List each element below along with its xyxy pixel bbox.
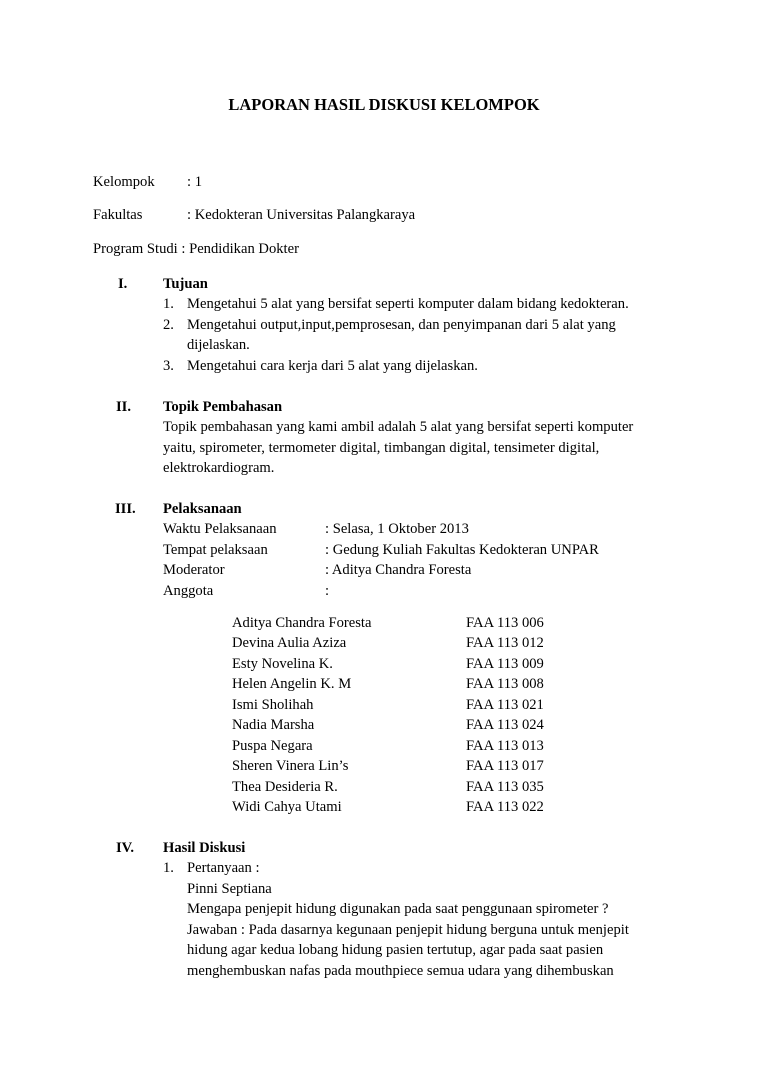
paragraph-line: menghembuskan nafas pada mouthpiece semua udara yang dihembuskan [187,963,614,979]
section-3-heading: Pelaksanaan [163,501,242,517]
info-value-fakultas: : Kedokteran Universitas Palangkaraya [187,207,416,223]
member-name: Esty Novelina K. [232,656,333,672]
detail-value: : Aditya Chandra Foresta [325,562,472,578]
detail-value: : [325,583,330,599]
section-2-numeral: II. [116,399,132,415]
member-name: Puspa Negara [232,738,313,754]
detail-label: Anggota [163,583,214,599]
detail-label: Tempat pelaksaan [163,542,268,558]
detail-value: : Gedung Kuliah Fakultas Kedokteran UNPAR [325,542,599,558]
section-2-heading: Topik Pembahasan [163,399,283,415]
paragraph-line: Mengapa penjepit hidung digunakan pada saat penggunaan spirometer ? [187,901,609,917]
detail-value: : Selasa, 1 Oktober 2013 [325,521,469,537]
list-item-text: Mengetahui output,input,pemprosesan, dan penyimpanan dari 5 alat yang [187,317,616,333]
paragraph-line: yaitu, spirometer, termometer digital, timbangan digital, tensimeter digital, [163,440,600,456]
section-4-heading: Hasil Diskusi [163,840,246,856]
member-id: FAA 113 021 [466,697,544,713]
member-name: Thea Desideria R. [232,779,338,795]
detail-label: Moderator [163,562,225,578]
member-id: FAA 113 008 [466,676,544,692]
question-label: Pertanyaan : [187,860,260,876]
section-4-numeral: IV. [116,840,134,856]
paragraph-line: hidung agar kedua lobang hidung pasien tertutup, agar pada saat pasien [187,942,604,958]
document-title: LAPORAN HASIL DISKUSI KELOMPOK [228,95,540,114]
section-1-numeral: I. [118,276,128,292]
list-item-number: 3. [163,358,174,374]
list-item-number: 1. [163,860,174,876]
member-name: Helen Angelin K. M [232,676,352,692]
paragraph-line: Topik pembahasan yang kami ambil adalah 5 alat yang bersifat seperti komputer [163,419,634,435]
member-id: FAA 113 022 [466,799,544,815]
member-id: FAA 113 017 [466,758,544,774]
info-label-fakultas: Fakultas [93,207,143,223]
info-label-program-studi: Program Studi [93,241,178,257]
paragraph-line: Pinni Septiana [187,881,272,897]
info-program-studi [93,239,299,259]
member-name: Nadia Marsha [232,717,315,733]
list-item-number: 1. [163,296,174,312]
info-label-kelompok: Kelompok [93,174,155,190]
member-id: FAA 113 024 [466,717,544,733]
member-name: Ismi Sholihah [232,697,314,713]
member-name: Devina Aulia Aziza [232,635,347,651]
paragraph-line: Jawaban : Pada dasarnya kegunaan penjepit hidung berguna untuk menjepit [187,922,629,938]
info-value-kelompok: : 1 [187,174,202,190]
member-id: FAA 113 009 [466,656,544,672]
member-id: FAA 113 006 [466,615,544,631]
member-id: FAA 113 013 [466,738,544,754]
member-name: Aditya Chandra Foresta [232,615,372,631]
member-id: FAA 113 012 [466,635,544,651]
list-item-text: Mengetahui cara kerja dari 5 alat yang dijelaskan. [187,358,478,374]
section-1-heading: Tujuan [163,276,208,292]
info-value-program-studi: : Pendidikan Dokter [181,241,299,257]
member-name: Sheren Vinera Lin’s [232,758,349,774]
paragraph-line: elektrokardiogram. [163,460,275,476]
member-name: Widi Cahya Utami [232,799,342,815]
member-id: FAA 113 035 [466,779,544,795]
section-3-numeral: III. [115,501,136,517]
detail-label: Waktu Pelaksanaan [163,521,277,537]
list-item-text: dijelaskan. [187,337,250,353]
list-item-number: 2. [163,317,174,333]
list-item-text: Mengetahui 5 alat yang bersifat seperti komputer dalam bidang kedokteran. [187,296,629,312]
